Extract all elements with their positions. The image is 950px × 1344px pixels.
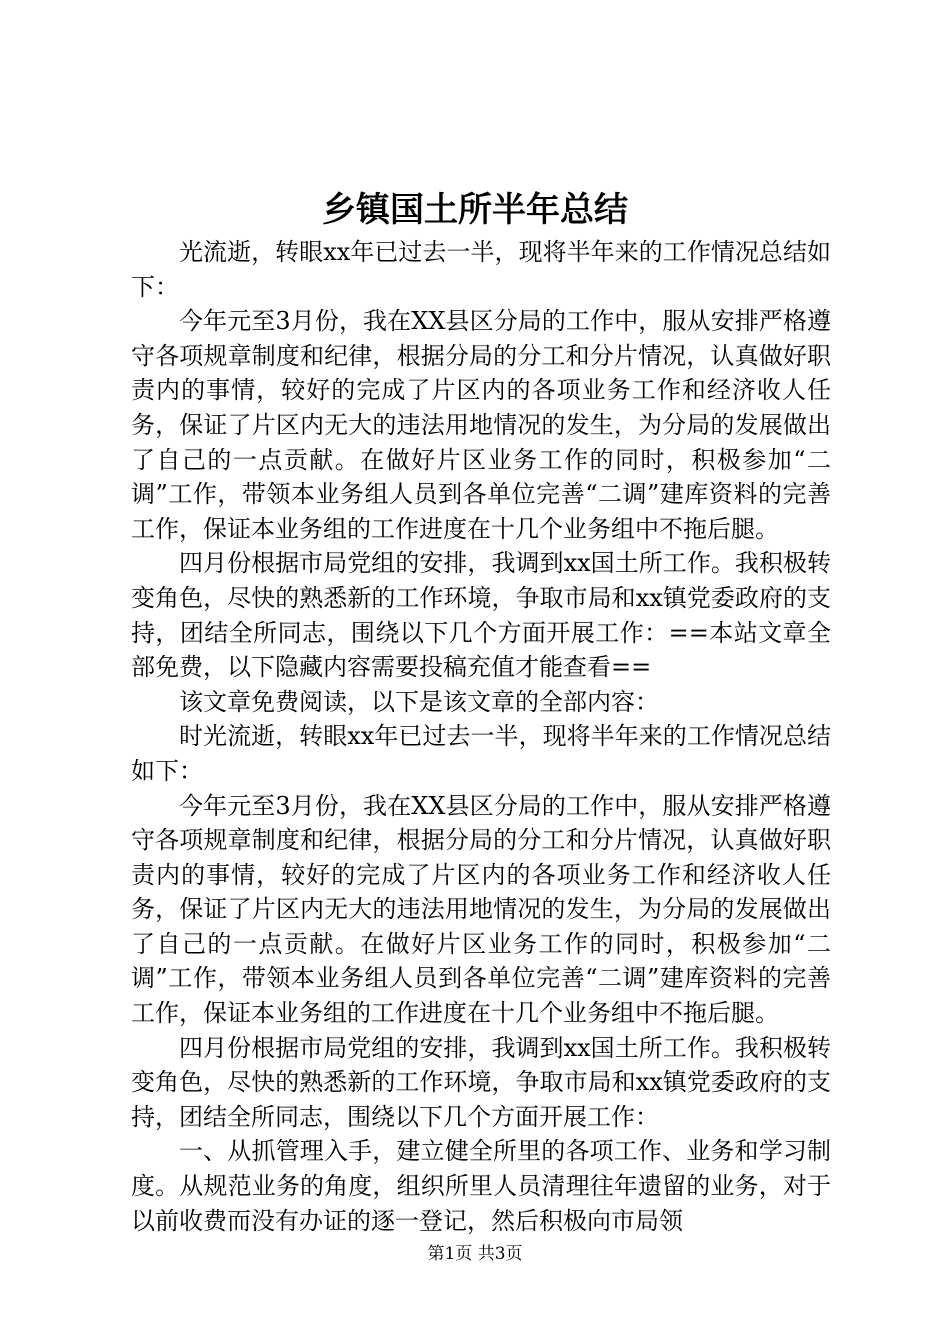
paragraph: 四月份根据市局党组的安排，我调到xx国土所工作。我积极转变角色，尽快的熟悉新的工作环境，争取市局和xx镇党委政府的支持，团结全所同志，围绕以下几个方面开展工作： bbox=[131, 1033, 831, 1131]
paragraph: 该文章免费阅读，以下是该文章的全部内容： bbox=[179, 687, 659, 716]
document-body bbox=[131, 235, 831, 1238]
document-title: 乡镇国土所半年总结 bbox=[322, 190, 628, 230]
paragraph: 今年元至3月份，我在XX县区分局的工作中，服从安排严格遵守各项规章制度和纪律，根据分局的分工和分片情况，认真做好职责内的事情，较好的完成了片区内的各项业务工作和经济收人任务，保证了片区内无大的违法用地情况的发生，为分局的发展做出了自己的一点贡献。在做好片区业务工作的同时，积极参加“二调”工作，带领本业务组人员到各单位完善“二调”建库资料的完善工作，保证本业务组的工作进度在十几个业务组中不拖后腿。 bbox=[131, 791, 831, 1028]
paragraph: 时光流逝，转眼xx年已过去一半，现将半年来的工作情况总结如下： bbox=[131, 722, 831, 785]
paragraph: 一、从抓管理入手，建立健全所里的各项工作、业务和学习制度。从规范业务的角度，组织所里人员清理往年遗留的业务，对于以前收费而没有办证的逐一登记，然后积极向市局领 bbox=[131, 1137, 831, 1235]
paragraph: 光流逝，转眼xx年已过去一半，现将半年来的工作情况总结如下： bbox=[131, 238, 831, 301]
paragraph: 四月份根据市局党组的安排，我调到xx国土所工作。我积极转变角色，尽快的熟悉新的工作环境，争取市局和xx镇党委政府的支持，团结全所同志，围绕以下几个方面开展工作：==本站文章全部免费，以下隐藏内容需要投稿充值才能查看== bbox=[131, 549, 831, 682]
paragraph: 今年元至3月份，我在XX县区分局的工作中，服从安排严格遵守各项规章制度和纪律，根据分局的分工和分片情况，认真做好职责内的事情，较好的完成了片区内的各项业务工作和经济收人任务，保证了片区内无大的违法用地情况的发生，为分局的发展做出了自己的一点贡献。在做好片区业务工作的同时，积极参加“二调”工作，带领本业务组人员到各单位完善“二调”建库资料的完善工作，保证本业务组的工作进度在十几个业务组中不拖后腿。 bbox=[131, 307, 831, 543]
page-number-footer: 第1页 共3页 bbox=[427, 1244, 523, 1264]
